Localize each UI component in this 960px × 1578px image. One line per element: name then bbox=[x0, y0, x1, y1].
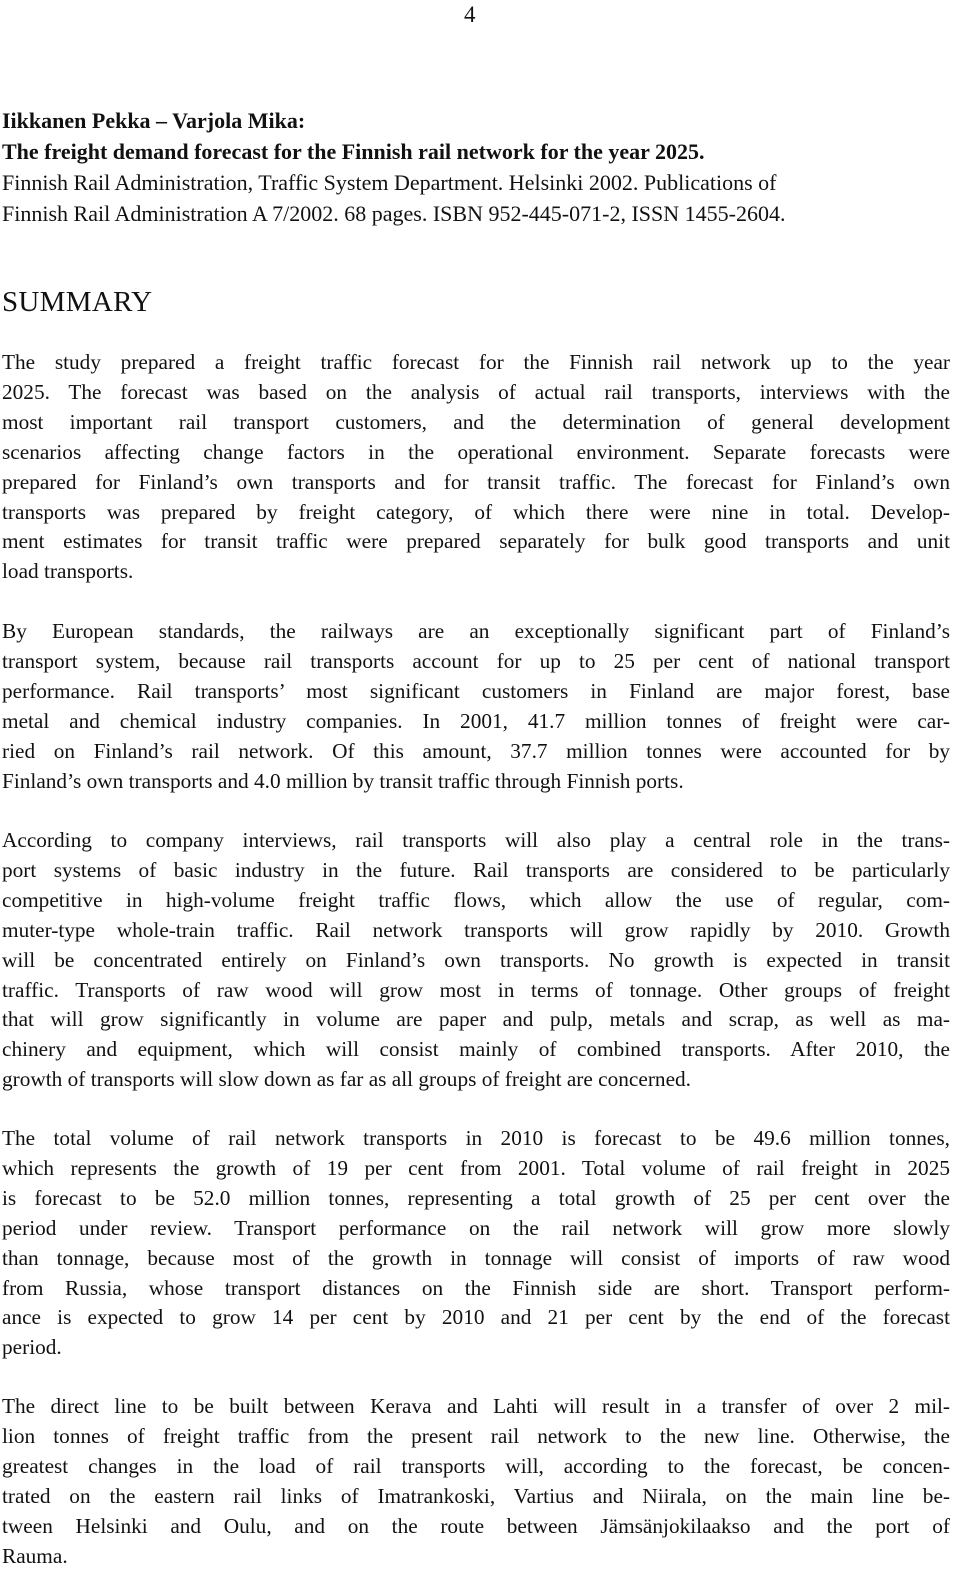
paragraph-line: scenarios affecting change factors in the operational environment. Separate forecasts were bbox=[2, 439, 950, 464]
paragraph-line: transports was prepared by freight category, of which there were nine in total. Develop- bbox=[2, 499, 950, 524]
page-number: 4 bbox=[464, 2, 476, 27]
paragraph-line: The direct line to be built between Kerava and Lahti will result in a transfer of over 2 mil- bbox=[2, 1394, 950, 1418]
citation-publisher-line-2: Finnish Rail Administration A 7/2002. 68 pages. ISBN 952-445-071-2, ISSN 1455-2604. bbox=[2, 201, 786, 226]
paragraph-line: metal and chemical industry companies. In 2001, 41.7 million tonnes of freight were car- bbox=[2, 708, 950, 733]
paragraph-line: which represents the growth of 19 per cent from 2001. Total volume of rail freight in 2025 bbox=[2, 1155, 950, 1180]
paragraph-line: 2025. The forecast was based on the analysis of actual rail transports, interviews with the bbox=[2, 379, 950, 404]
paragraph-line: performance. Rail transports’ most significant customers in Finland are major forest, base bbox=[2, 678, 950, 703]
summary-paragraph-4 bbox=[2, 1124, 950, 1363]
paragraph-line: tween Helsinki and Oulu, and on the route between Jämsänjokilaakso and the port of bbox=[2, 1513, 950, 1538]
citation-block bbox=[2, 105, 952, 229]
paragraph-line: transport system, because rail transports account for up to 25 per cent of national transport bbox=[2, 648, 950, 673]
paragraph-line: load transports. bbox=[2, 559, 134, 584]
citation-publisher-line-1: Finnish Rail Administration, Traffic System Department. Helsinki 2002. Publications of bbox=[2, 170, 777, 195]
paragraph-line: greatest changes in the load of rail transports will, according to the forecast, be concen- bbox=[2, 1453, 950, 1478]
paragraph-line: period. bbox=[2, 1335, 62, 1360]
paragraph-line: chinery and equipment, which will consist mainly of combined transports. After 2010, the bbox=[2, 1037, 950, 1062]
paragraph-line: competitive in high-volume freight traffic flows, which allow the use of regular, com- bbox=[2, 887, 950, 912]
paragraph-line: Rauma. bbox=[2, 1543, 68, 1568]
paragraph-line: ment estimates for transit traffic were prepared separately for bulk good transports and unit bbox=[2, 529, 950, 554]
paragraph-line: The total volume of rail network transports in 2010 is forecast to be 49.6 million tonnes, bbox=[2, 1126, 950, 1150]
paragraph-line: The study prepared a freight traffic forecast for the Finnish rail network up to the year bbox=[2, 350, 950, 374]
summary-heading: SUMMARY bbox=[2, 286, 153, 318]
paragraph-line: growth of transports will slow down as far as all groups of freight are concerned. bbox=[2, 1067, 691, 1092]
paragraph-line: traffic. Transports of raw wood will grow most in terms of tonnage. Other groups of freight bbox=[2, 977, 950, 1002]
citation-title: The freight demand forecast for the Finnish rail network for the year 2025. bbox=[2, 139, 705, 164]
paragraph-line: ried on Finland’s rail network. Of this amount, 37.7 million tonnes were accounted for by bbox=[2, 738, 950, 763]
paragraph-line: trated on the eastern rail links of Imatrankoski, Vartius and Niirala, on the main line be- bbox=[2, 1483, 950, 1508]
paragraph-line: ance is expected to grow 14 per cent by 2010 and 21 per cent by the end of the forecast bbox=[2, 1305, 950, 1330]
summary-paragraph-1 bbox=[2, 348, 950, 587]
citation-authors: Iikkanen Pekka – Varjola Mika: bbox=[2, 108, 306, 133]
paragraph-line: period under review. Transport performance on the rail network will grow more slowly bbox=[2, 1215, 950, 1240]
summary-paragraph-3 bbox=[2, 826, 950, 1095]
paragraph-line: Finland’s own transports and 4.0 million by transit traffic through Finnish ports. bbox=[2, 768, 684, 793]
summary-paragraph-2 bbox=[2, 617, 950, 796]
summary-paragraph-5 bbox=[2, 1392, 950, 1571]
paragraph-line: lion tonnes of freight traffic from the present rail network to the new line. Otherwise, the bbox=[2, 1423, 950, 1448]
paragraph-line: According to company interviews, rail transports will also play a central role in the trans- bbox=[2, 828, 950, 852]
paragraph-line: port systems of basic industry in the future. Rail transports are considered to be particularly bbox=[2, 857, 950, 882]
paragraph-line: than tonnage, because most of the growth in tonnage will consist of imports of raw wood bbox=[2, 1245, 950, 1270]
paragraph-line: By European standards, the railways are an exceptionally significant part of Finland’s bbox=[2, 619, 950, 643]
paragraph-line: most important rail transport customers, and the determination of general development bbox=[2, 409, 950, 434]
paragraph-line: is forecast to be 52.0 million tonnes, representing a total growth of 25 per cent over the bbox=[2, 1185, 950, 1210]
paragraph-line: will be concentrated entirely on Finland’s own transports. No growth is expected in transit bbox=[2, 947, 950, 972]
paragraph-line: from Russia, whose transport distances on the Finnish side are short. Transport perform- bbox=[2, 1275, 950, 1300]
paragraph-line: prepared for Finland’s own transports and for transit traffic. The forecast for Finland’s own bbox=[2, 469, 950, 494]
paragraph-line: that will grow significantly in volume are paper and pulp, metals and scrap, as well as ma- bbox=[2, 1007, 950, 1032]
paragraph-line: muter-type whole-train traffic. Rail network transports will grow rapidly by 2010. Growth bbox=[2, 917, 950, 942]
